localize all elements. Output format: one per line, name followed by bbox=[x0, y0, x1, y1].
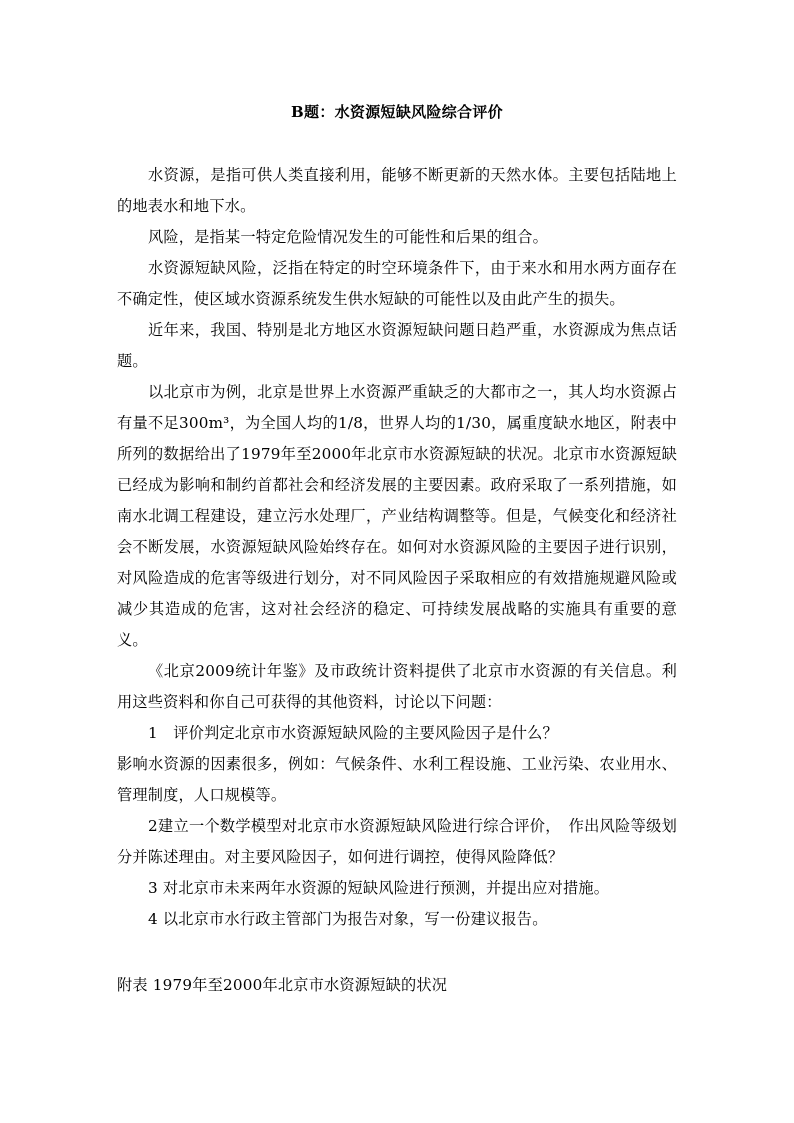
appendix-caption: 附表 1979年至2000年北京市水资源短缺的状况 bbox=[117, 976, 448, 994]
question-1: 1 评价判定北京市水资源短缺风险的主要风险因子是什么？ bbox=[148, 724, 558, 742]
question-4: 4 以北京市水行政主管部门为报告对象，写一份建议报告。 bbox=[148, 910, 548, 928]
paragraph-shortage-risk-definition: 水资源短缺风险，泛指在特定的时空环境条件下，由于来水和用水两方面存在不确定性，使区域水资源系统发生供水短缺的可能性以及由此产生的损失。 bbox=[117, 259, 677, 308]
question-1-note: 影响水资源的因素很多，例如：气候条件、水利工程设施、工业污染、农业用水、管理制度，人口规模等。 bbox=[117, 755, 677, 804]
document-title: B题：水资源短缺风险综合评价 bbox=[291, 103, 503, 121]
paragraph-data-source: 《北京2009统计年鉴》及市政统计资料提供了北京市水资源的有关信息。利用这些资料和你自己可获得的其他资料，讨论以下问题： bbox=[117, 662, 677, 711]
paragraph-risk-definition: 风险，是指某一特定危险情况发生的可能性和后果的组合。 bbox=[148, 228, 549, 246]
question-2: 2建立一个数学模型对北京市水资源短缺风险进行综合评价， 作出风险等级划分并陈述理由。对主要风险因子，如何进行调控，使得风险降低？ bbox=[117, 817, 677, 866]
question-3: 3 对北京市未来两年水资源的短缺风险进行预测，并提出应对措施。 bbox=[148, 879, 610, 897]
document-body bbox=[117, 160, 677, 935]
paragraph-beijing-example: 以北京市为例，北京是世界上水资源严重缺乏的大都市之一，其人均水资源占有量不足300m³，为全国人均的1/8，世界人均的1/30，属重度缺水地区，附表中所列的数据给出了1979年至2000年北京市水资源短缺的状况。北京市水资源短缺已经成为影响和制约首都社会和经济发展的主要因素。政府采取了一系列措施，如南水北调工程建设，建立污水处理厂，产业结构调整等。但是，气候变化和经济社会不断发展，水资源短缺风险始终存在。如何对水资源风险的主要因子进行识别，对风险造成的危害等级进行划分，对不同风险因子采取相应的有效措施规避风险或减少其造成的危害，这对社会经济的稳定、可持续发展战略的实施具有重要的意义。 bbox=[117, 383, 677, 649]
paragraph-water-resources-definition: 水资源，是指可供人类直接利用，能够不断更新的天然水体。主要包括陆地上的地表水和地下水。 bbox=[117, 166, 677, 215]
paragraph-recent-situation: 近年来，我国、特别是北方地区水资源短缺问题日趋严重，水资源成为焦点话题。 bbox=[117, 321, 677, 370]
